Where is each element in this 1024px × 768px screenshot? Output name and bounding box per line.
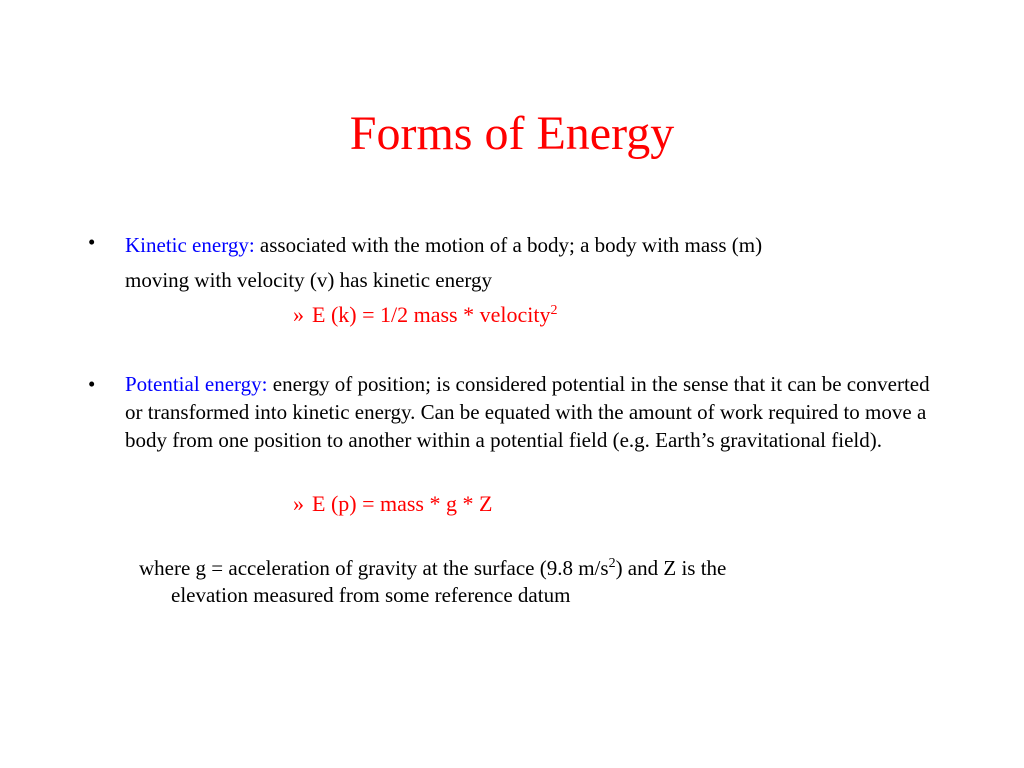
bullet-potential: • [88, 372, 96, 396]
gravity-note-exponent: 2 [608, 556, 616, 571]
gravity-note-part1: where g = acceleration of gravity at the surface (9.8 m/s [139, 556, 609, 580]
potential-energy-formula [293, 490, 492, 518]
kinetic-energy-text [125, 228, 945, 298]
gravity-note-part2: ) and Z is the [615, 556, 727, 580]
gravity-note-line2: elevation measured from some reference datum [171, 583, 571, 607]
gravity-note-line1 [139, 555, 899, 582]
formula-marker: » [293, 491, 304, 516]
kinetic-formula-exponent: 2 [550, 303, 558, 318]
formula-marker: » [293, 302, 304, 327]
kinetic-energy-desc-line1: associated with the motion of a body; a body with mass (m) [254, 233, 763, 257]
kinetic-formula-text: E (k) = 1/2 mass * velocity [312, 302, 551, 327]
gravity-note [139, 555, 899, 609]
potential-energy-text [125, 370, 945, 454]
kinetic-energy-colon: : [248, 233, 255, 257]
kinetic-energy-formula [293, 301, 557, 329]
potential-energy-term: Potential energy: [125, 372, 268, 396]
slide-title: Forms of Energy [349, 107, 675, 160]
kinetic-energy-term: Kinetic energy [125, 233, 249, 257]
kinetic-energy-desc-line2: moving with velocity (v) has kinetic energy [125, 268, 493, 292]
potential-energy-desc: energy of position; is considered potential in the sense that it can be converted or transformed into kinetic energy. Can be equated with the amount of work required to move a body from one position to another within a potential field (e.g. Earth’s gravitational field). [125, 372, 930, 452]
bullet-kinetic: • [88, 230, 96, 254]
potential-formula-text: E (p) = mass * g * Z [312, 491, 493, 516]
